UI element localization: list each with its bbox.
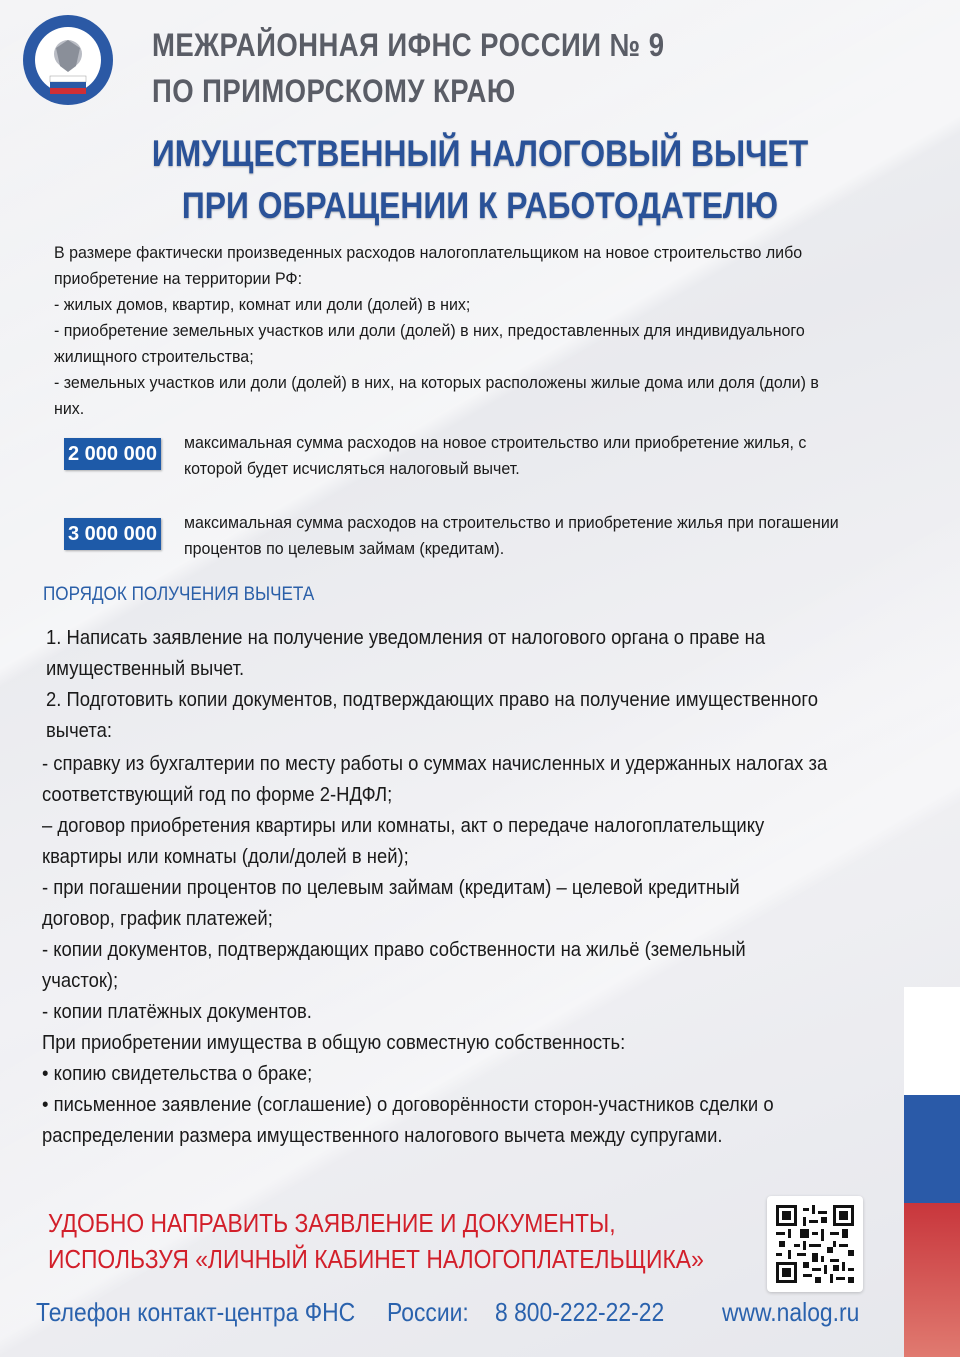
title-line-2: ПРИ ОБРАЩЕНИИ К РАБОТОДАТЕЛЮ [181, 185, 779, 226]
step-line: 2. Подготовить копии документов, подтверждающих право на получение имущественного [46, 688, 818, 711]
flag-blue-stripe [904, 1095, 960, 1203]
amount-description [184, 430, 944, 482]
call-to-action [48, 1205, 793, 1277]
doc-line: • письменное заявление (соглашение) о договорённости сторон-участников сделки о [42, 1093, 774, 1116]
qr-code-icon[interactable] [767, 1196, 863, 1292]
flag-red-stripe [904, 1203, 960, 1357]
flag-white-stripe [904, 987, 960, 1095]
org-line-2: ПО ПРИМОРСКОМУ КРАЮ [152, 73, 516, 109]
amount-badge: 3 000 000 [64, 518, 161, 550]
steps-list [46, 622, 926, 746]
amount-badge: 2 000 000 [64, 438, 161, 470]
page-title [0, 128, 960, 232]
contact-center-label: Телефон контакт-центра ФНС [36, 1297, 356, 1327]
cta-line-2: ИСПОЛЬЗУЯ «ЛИЧНЫЙ КАБИНЕТ НАЛОГОПЛАТЕЛЬЩИКА» [48, 1244, 704, 1274]
organization-name [152, 22, 685, 114]
intro-line: В размере фактически произведенных расходов налогоплательщиком на новое строительство либо [54, 243, 803, 262]
org-line-1: МЕЖРАЙОННАЯ ИФНС РОССИИ № 9 [152, 27, 665, 63]
amount-line: максимальная сумма расходов на новое строительство или приобретение жилья, с [184, 433, 807, 452]
intro-text [54, 240, 934, 422]
intro-line: жилищного строительства; [54, 347, 254, 366]
amount-description [184, 510, 944, 562]
section-heading: ПОРЯДОК ПОЛУЧЕНИЯ ВЫЧЕТА [43, 584, 315, 605]
phone-number[interactable]: 8 800-222-22-22 [495, 1297, 665, 1327]
contact-center-label-2: России: [387, 1297, 469, 1327]
step-line: 1. Написать заявление на получение уведомления от налогового органа о праве на [46, 626, 766, 649]
doc-line: - при погашении процентов по целевым займам (кредитам) – целевой кредитный [42, 876, 740, 899]
website-link[interactable]: www.nalog.ru [722, 1297, 860, 1327]
doc-line: - копии платёжных документов. [42, 1000, 312, 1023]
intro-line: них. [54, 399, 85, 418]
doc-line: - копии документов, подтверждающих право собственности на жильё (земельный [42, 938, 746, 961]
step-line: имущественный вычет. [46, 657, 245, 680]
intro-line: - приобретение земельных участков или доли (долей) в них, предоставленных для индивидуального [54, 321, 805, 340]
doc-line: квартиры или комнаты (доли/долей в ней); [42, 845, 409, 868]
doc-line: участок); [42, 969, 119, 992]
doc-line: распределении размера имущественного налогового вычета между супругами. [42, 1124, 723, 1147]
amount-row [64, 510, 944, 562]
intro-line: - земельных участков или доли (долей) в них, на которых расположены жилые дома или доля (доли) в [54, 373, 819, 392]
step-line: вычета: [46, 719, 112, 742]
fns-emblem-icon [22, 14, 114, 106]
doc-line: соответствующий год по форме 2-НДФЛ; [42, 783, 393, 806]
cta-line-1: УДОБНО НАПРАВИТЬ ЗАЯВЛЕНИЕ И ДОКУМЕНТЫ, [48, 1208, 616, 1238]
amount-line: процентов по целевым займам (кредитам). [184, 539, 505, 558]
doc-line: При приобретении имущества в общую совместную собственность: [42, 1031, 626, 1054]
amount-line: которой будет исчисляться налоговый вычет. [184, 459, 520, 478]
amount-row [64, 430, 944, 482]
amount-line: максимальная сумма расходов на строительство и приобретение жилья при погашении [184, 513, 839, 532]
intro-line: - жилых домов, квартир, комнат или доли (долей) в них; [54, 295, 471, 314]
doc-line: договор, график платежей; [42, 907, 273, 930]
doc-line: – договор приобретения квартиры или комнаты, акт о передаче налогоплательщику [42, 814, 765, 837]
doc-line: • копию свидетельства о браке; [42, 1062, 313, 1085]
title-line-1: ИМУЩЕСТВЕННЫЙ НАЛОГОВЫЙ ВЫЧЕТ [151, 133, 809, 174]
documents-list [42, 748, 942, 1151]
doc-line: - справку из бухгалтерии по месту работы о суммах начисленных и удержанных налогах за [42, 752, 828, 775]
intro-line: приобретение на территории РФ: [54, 269, 303, 288]
